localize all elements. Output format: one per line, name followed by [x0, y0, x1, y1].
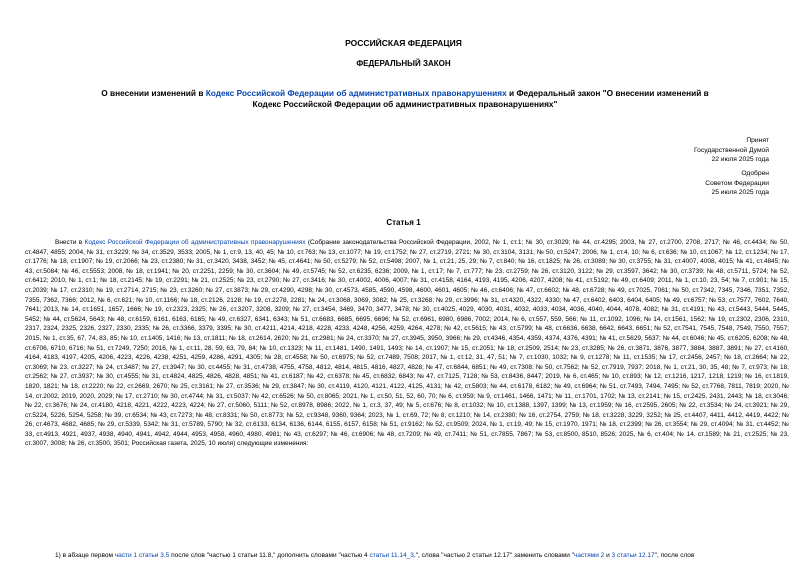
title-code-link[interactable]: Кодекс Российской Федерации об административных правонарушениях: [205, 88, 507, 98]
title-rest: и Федеральный закон "О внесении изменений в Кодекс Российской Федерации об административных правонарушениях": [252, 88, 709, 109]
link-article-11-14-3[interactable]: статьи 11.14_3,: [369, 552, 416, 559]
item1-part2: после слов "частью 1 статьи 11.8," дополнить словами "частью 4: [169, 552, 370, 559]
accepted-label: Принят: [746, 137, 769, 144]
accepted-date: 22 июля 2025 года: [711, 156, 769, 163]
link-article-12-17[interactable]: 3 статьи 12.17: [611, 552, 655, 559]
law-title: [100, 88, 710, 109]
intro-prefix: Внести в: [55, 239, 85, 246]
item1-part3: ", слова "частью 2 статьи 12.17" заменить словами ": [415, 552, 575, 559]
approved-date: 25 июля 2025 года: [711, 189, 769, 196]
link-parts-2[interactable]: частями 2: [574, 552, 605, 559]
item1-part1: 1) в абзаце первом: [55, 552, 115, 559]
title-prefix: О внесении изменений в: [101, 88, 206, 98]
intro-text: (Собрание законодательства Российской Федерации, 2002, № 1, ст.1; № 30, ст.3029; № 44, ст.4295; 2003, № 27, ст.2700, 2708, 2717; № 46, ст.4434; № 50, ст.4847, 4855; 2004, № 31, ст.3229; № 34, ст.3529, 3533; 2005, № 1, ст.9, 13, 40, 45; № 10, ст.763; № 13, ст.1077; № 19, ст.1752; № 27, ст.2719, 2721; № 30, ст.3104, 3131; № 50, ст.5247; 2006, № 1, ст.4, 10; № 6, ст.636; № 10, ст.1067; № 12, ст.1234; № 17, ст.1776; № 18, ст.1907; № 19, ст.2066; № 23, ст.2380; № 31, ст.3420, 3438, 3452; № 45, ст.4641; № 50, ст.5279; № 52, ст.5498; 2007, № 1, ст.21, 25, 29; № 7, ст.840; № 16, ст.1825; № 26, ст.3089; № 30, ст.3755; № 31, ст.4007, 4008, 4015; № 41, ст.4845; № 43, ст.5084; № 46, ст.5553; 2008, № 18, ст.1941; № 20, ст.2251, 2259; № 30, ст.3604; № 49, ст.5745; № 52, ст.6235, 6236; 2009, № 1, ст.17; № 7, ст.777; № 23, ст.2759; № 26, ст.3120, 3122; № 29, ст.3597, 3642; № 30, ст.3739; № 48, ст.5711, 5724; № 52, ст.6412; 2010, № 1, ст.1; № 18, ст.2145; № 19, ст.2291; № 21, ст.2525; № 23, ст.2790; № 27, ст.3416; № 30, ст.4002, 4006, 4007; № 31, ст.4158, 4164, 4193, 4195, 4206, 4207, 4208; № 41, ст.5192; № 49, ст.6409; 2011, № 1, ст.10, 23, 54; № 7, ст.901; № 15, ст.2039; № 17, ст.2310; № 19, ст.2714, 2715; № 23, ст.3260; № 27, ст.3873; № 29, ст.4290, 4298; № 30, ст.4573, 4585, 4590, 4598, 4600, 4601, 4605; № 46, ст.6406; № 47, ст.6602; № 48, ст.6728; № 49, ст.7025, 7061; № 50, ст.7342, 7345, 7346, 7351, 7352, 7355, 7362, 7366; 2012, № 6, ст.621; № 10, ст.1166; № 18, ст.2126, 2128; № 19, ст.2278, 2281; № 24, ст.3068, 3069, 3082; № 25, ст.3268; № 29, ст.3996; № 31, ст.4320, 4322, 4330; № 47, ст.6402, 6403, 6404, 6405; № 49, ст.6757; № 53, ст.7577, 7602, 7640, 7641; 2013, № 14, ст.1651, 1657, 1666; № 19, ст.2323, 2325; № 26, ст.3207, 3208, 3209; № 27, ст.3454, 3469, 3470, 3477, 3478; № 30, ст.4025, 4029, 4030, 4031, 4032, 4033, 4034, 4036, 4040, 4044, 4078, 4082; № 31, ст.4191; № 43, ст.5443, 5444, 5445, 5452; № 44, ст.5624, 5643; № 48, ст.6159, 6161, 6163, 6165; № 49, ст.6327, 6341, 6343; № 51, ст.6683, 6685, 6695, 6696; № 52, ст.6961, 6980, 6986, 7002; 2014, № 6, ст.557, 559, 566; № 11, ст.1092, 1096; № 14, ст.1561, 1562; № 19, ст.2302, 2306, 2310, 2317, 2324, 2325, 2326, 2327, 2330, 2335; № 26, ст.3366, 3379, 3395; № 30, ст.4211, 4214, 4218, 4228, 4233, 4248, 4256, 4259, 4264, 4278; № 42, ст.5615; № 43, ст.5799; № 48, ст.6636, 6638, 6642, 6643, 6651; № 52, ст.7541, 7545, 7548, 7549, 7550, 7557; 2015, № 1, ст.35, 67, 74, 83, 85; № 10, ст.1405, 1416; № 13, ст.1811; № 18, ст.2614, 2620; № 21, ст.2981; № 24, ст.3370; № 27, ст.3945, 3950, 3966; № 29, ст.4346, 4354, 4359, 4374, 4376, 4391; № 41, ст.5629, 5637; № 44, ст.6046; № 45, ст.6205, 6208; № 48, ст.6706, 6710, 6716; № 51, ст.7249, 7250; 2016, № 1, ст.11, 28, 59, 63, 79, 84; № 10, ст.1323; № 11, ст.1481, 1490, 1491, 1493; № 14, ст.1907; № 15, ст.2051; № 18, ст.2509, 2514; № 23, ст.3285; № 26, ст.3871, 3876, 3877, 3884, 3887, 3891; № 27, ст.4160, 4164, 4183, 4197, 4205, 4206, 4223, 4226, 4238, 4251, 4259, 4286, 4291, 4305; № 28, ст.4558; № 50, ст.6975; № 52, ст.7489, 7508; 2017, № 1, ст.12, 31, 47, 51; № 7, ст.1030, 1032; № 9, ст.1278; № 11, ст.1535; № 17, ст.2456, 2457; № 18, ст.2664; № 22, ст.3069; № 23, ст.3227; № 24, ст.3487; № 27, ст.3947; № 30, ст.4455; № 31, ст.4738, 4755, 4758, 4812, 4814, 4815, 4816, 4827, 4828; № 47, ст.6844, 6851; № 49, ст.7308; № 50, ст.7562; № 52, ст.7919, 7937; 2018, № 1, ст.21, 30, 35, 48; № 7, ст.973; № 18, ст.2562; № 27, ст.3937; № 30, ст.4555; № 31, ст.4824, 4825, 4826, 4828, 4851; № 41, ст.6187; № 42, ст.6378; № 45, ст.6832, 6843; № 47, ст.7125, 7128; № 53, ст.8436, 8447; 2019, № 6, ст.465; № 10, ст.893; № 12, ст.1216, 1217, 1218, 1219; № 16, ст.1819, 1820, 1821; № 18, ст.2220; № 22, ст.2669, 2670; № 25, ст.3161; № 27, ст.3536; № 29, ст.3847; № 30, ст.4119, 4120, 4121, 4122, 4125, 4131; № 42, ст.5803; № 44, ст.6178, 6182; № 49, ст.6964; № 51, ст.7493, 7494, 7495; № 52, ст.7768, 7811, 7819; 2020, № 14, ст.2002, 2019, 2020, 2029; № 17, ст.2710; № 30, ст.4744; № 31, ст.5037; № 42, ст.6526; № 50, ст.8065; 2021, № 1, ст.50, 51, 52, 60, 70; № 6, ст.959; № 9, ст.1461, 1466, 1471; № 11, ст.1701, 1702; № 13, ст.2141; № 15, ст.2425, 2431, 2443; № 18, ст.3046; № 22, ст.3676; № 24, ст.4180, 4218, 4221, 4222, 4223, 4224; № 27, ст.5060, 5111; № 52, ст.8978, 8986; 2022, № 1, ст.3, 37, 49; № 5, ст.676; № 8, ст.1032; № 10, ст.1388, 1397, 1399; № 13, ст.1959; № 16, ст.2595, 2605; № 22, ст.3534; № 24, ст.3921; № 29, ст.5224, 5226, 5254, 5258; № 39, ст.6534; № 43, ст.7273; № 48, ст.8331; № 50, ст.8773; № 52, ст.9348, 9360, 9364; 2023, № 1, ст.69, 72; № 8, ст.1210; № 14, ст.2380; № 16, ст.2754, 2759; № 18, ст.3228, 3229, 3252; № 25, ст.4407, 4411, 4412, 4419, 4422; № 26, ст.4673, 4682, 4685; № 29, ст.5339, 5342; № 31, ст.5789, 5790; № 32, ст.6133, 6134, 6136, 6144, 6155, 6157, 6158; № 51, ст.9162; № 52, ст.9509; 2024, № 1, ст.19, 49; № 15, ст.1970, 1971; № 18, ст.2399; № 26, ст.3554; № 29, ст.4094; № 31, ст.4452; № 33, ст.4913, 4921, 4937, 4938, 4940, 4941, 4942, 4944, 4953, 4958, 4960, 4980, 4981; № 43, ст.6297; № 46, ст.6906; № 48, ст.7209; № 49, ст.7411; № 51, ст.7855, 7867; № 53, ст.8500, 8510, 8526; 2025, № 6, ст.404; № 14, ст.1589; № 21, ст.2525; № 23, ст.3007, 3008; № 26, ст.3500, 3501; Российская газета, 2025, 10 июля) следующие изменения:: [25, 239, 789, 448]
item1-part4: и: [604, 552, 612, 559]
doc-type-heading: ФЕДЕРАЛЬНЫЙ ЗАКОН: [356, 59, 451, 68]
item-1-paragraph: [25, 551, 795, 561]
approved-label: Одобрен: [741, 170, 769, 177]
article-heading: Статья 1: [386, 218, 421, 227]
item1-part5: ", после слов: [654, 552, 695, 559]
adoption-duma: [694, 136, 769, 165]
article-intro-paragraph: [25, 238, 789, 449]
adoption-federation-council: [705, 169, 769, 198]
country-heading: РОССИЙСКАЯ ФЕДЕРАЦИЯ: [345, 38, 462, 48]
approved-by: Советом Федерации: [705, 179, 769, 187]
link-article-3-5[interactable]: части 1 статьи 3.5: [114, 552, 170, 559]
intro-code-link[interactable]: Кодекс Российской Федерации об административных правонарушениях: [84, 239, 306, 246]
accepted-by: Государственной Думой: [694, 146, 769, 154]
